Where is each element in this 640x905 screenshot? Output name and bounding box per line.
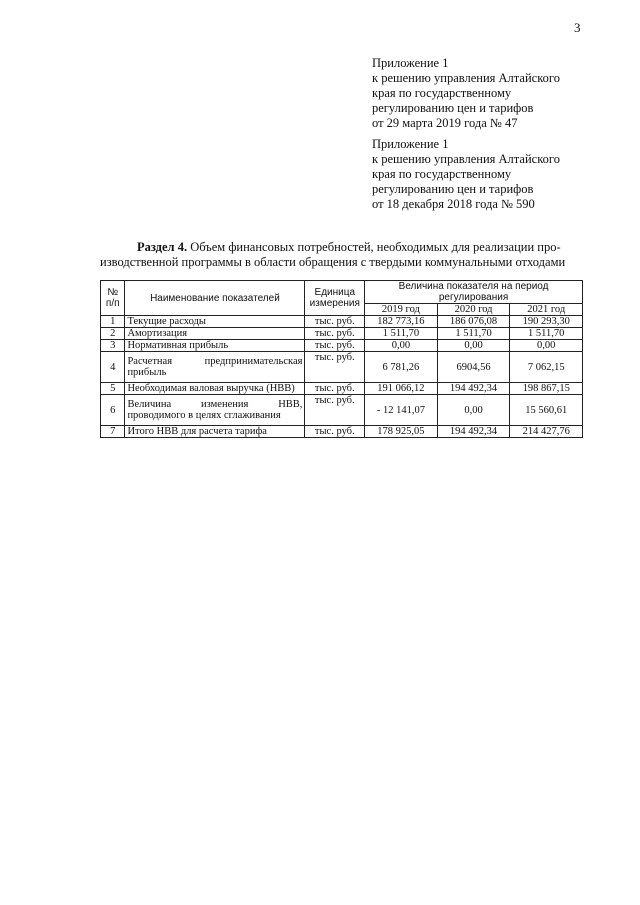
row-value: 7 062,15 [510, 352, 583, 383]
page-number: 3 [574, 20, 581, 35]
row-unit: тыс. руб. [305, 340, 365, 352]
header-name: Наименование показателей [125, 281, 305, 316]
row-unit: тыс. руб. [305, 352, 365, 383]
table-row [101, 316, 583, 328]
row-value: 1 511,70 [437, 328, 510, 340]
row-value: 6904,56 [437, 352, 510, 383]
header-period: Величина показателя на период регулирования [365, 281, 583, 304]
row-num: 5 [101, 383, 125, 395]
appendix-2-line: края по государственному [372, 167, 512, 181]
row-value: 214 427,76 [510, 426, 583, 438]
row-name: Нормативная прибыль [125, 340, 305, 352]
appendix-1-title: Приложение 1 [372, 56, 449, 70]
row-value: 194 492,34 [437, 426, 510, 438]
row-value: 178 925,05 [365, 426, 438, 438]
appendix-2-block [372, 137, 612, 212]
row-num: 2 [101, 328, 125, 340]
appendix-1-line: регулированию цен и тарифов [372, 101, 534, 115]
financial-needs-table [100, 280, 583, 438]
row-value: 198 867,15 [510, 383, 583, 395]
row-value: 190 293,30 [510, 316, 583, 328]
appendix-1-block [372, 56, 612, 131]
table-row [101, 383, 583, 395]
section-title [100, 240, 582, 270]
row-name: Амортизация [125, 328, 305, 340]
appendix-2-line: от 18 декабря 2018 года № 590 [372, 197, 535, 211]
row-value: 1 511,70 [510, 328, 583, 340]
header-num: № п/п [101, 281, 125, 316]
appendix-2-line: к решению управления Алтайского [372, 152, 560, 166]
row-value: 15 560,61 [510, 395, 583, 426]
section-label: Раздел 4. [137, 240, 188, 254]
row-value: 186 076,08 [437, 316, 510, 328]
row-value: 1 511,70 [365, 328, 438, 340]
section-title-line-2: изводственной программы в области обращения с твердыми коммунальными отходами [100, 255, 566, 269]
row-name: Расчетная предпринимательская прибыль [125, 352, 305, 383]
row-unit: тыс. руб. [305, 328, 365, 340]
appendix-1-line: края по государственному [372, 86, 512, 100]
header-year: 2020 год [437, 304, 510, 316]
row-value: 6 781,26 [365, 352, 438, 383]
row-value: 194 492,34 [437, 383, 510, 395]
row-num: 7 [101, 426, 125, 438]
row-value: 0,00 [510, 340, 583, 352]
row-value: - 12 141,07 [365, 395, 438, 426]
row-name: Текущие расходы [125, 316, 305, 328]
row-unit: тыс. руб. [305, 426, 365, 438]
appendix-2-title: Приложение 1 [372, 137, 449, 151]
row-num: 3 [101, 340, 125, 352]
row-value: 0,00 [437, 340, 510, 352]
header-unit: Единица измерения [305, 281, 365, 316]
row-num: 6 [101, 395, 125, 426]
section-title-line-1 [100, 240, 582, 255]
row-value: 0,00 [365, 340, 438, 352]
appendix-1-line: к решению управления Алтайского [372, 71, 560, 85]
table-row [101, 352, 583, 383]
header-year: 2019 год [365, 304, 438, 316]
row-name: Необходимая валовая выручка (НВВ) [125, 383, 305, 395]
section-text-1: Объем финансовых потребностей, необходимых для реализации про- [187, 240, 561, 254]
table-row [101, 328, 583, 340]
table-row [101, 395, 583, 426]
row-num: 4 [101, 352, 125, 383]
row-name: Величина изменения НВВ, проводимого в целях сглаживания [125, 395, 305, 426]
header-year: 2021 год [510, 304, 583, 316]
row-value: 182 773,16 [365, 316, 438, 328]
row-unit: тыс. руб. [305, 316, 365, 328]
row-name: Итого НВВ для расчета тарифа [125, 426, 305, 438]
appendix-1-line: от 29 марта 2019 года № 47 [372, 116, 518, 130]
table-row [101, 426, 583, 438]
appendix-2-line: регулированию цен и тарифов [372, 182, 534, 196]
row-unit: тыс. руб. [305, 395, 365, 426]
table-row [101, 340, 583, 352]
row-num: 1 [101, 316, 125, 328]
table-header-row [101, 281, 583, 304]
row-value: 191 066,12 [365, 383, 438, 395]
row-value: 0,00 [437, 395, 510, 426]
row-unit: тыс. руб. [305, 383, 365, 395]
